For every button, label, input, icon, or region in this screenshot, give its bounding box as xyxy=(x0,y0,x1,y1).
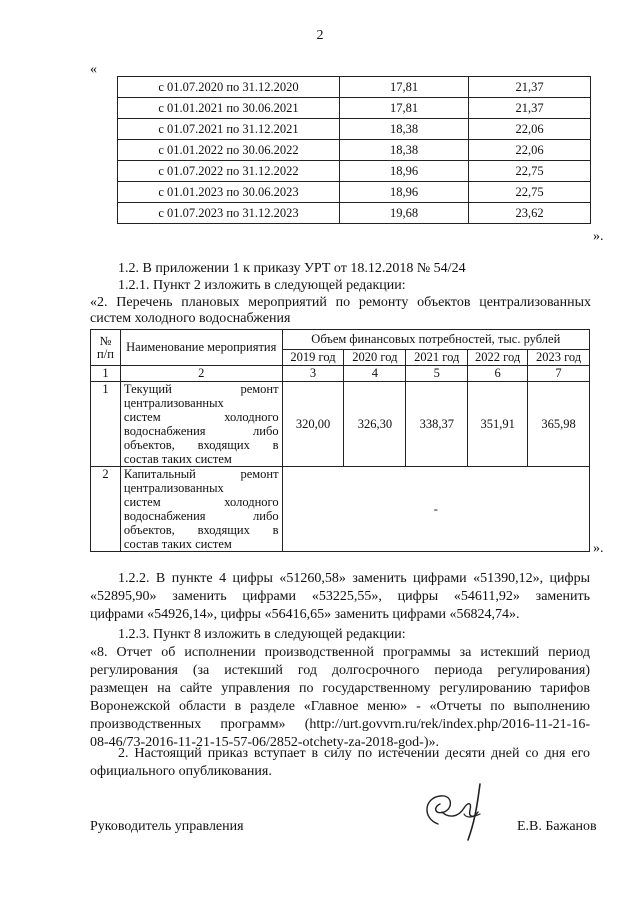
column-index: 6 xyxy=(468,366,528,382)
p-1-2-2-line3: цифрами «54926,14», цифры «56416,65» заменить цифрами «56824,74». xyxy=(90,607,520,622)
rate-value2-cell: 21,37 xyxy=(469,77,591,98)
rates-row xyxy=(118,203,591,224)
rate-value1-cell: 17,81 xyxy=(340,98,469,119)
year-header: 2021 год xyxy=(406,350,468,366)
p2-line2: официального опубликования. xyxy=(90,764,272,779)
measure-name-line: Капитальный ремонт xyxy=(123,467,279,481)
rate-value2-cell: 22,75 xyxy=(469,182,591,203)
column-index: 1 xyxy=(91,366,121,382)
year-header: 2020 год xyxy=(344,350,406,366)
header-volume: Объем финансовых потребностей, тыс. рублей xyxy=(282,330,589,350)
rate-value1-cell: 17,81 xyxy=(340,77,469,98)
measure-name-line: систем холодного xyxy=(123,410,279,424)
year-header: 2022 год xyxy=(468,350,528,366)
measure-name-line: объектов, входящих в xyxy=(123,523,279,537)
measure-name-line: водоснабжения либо xyxy=(123,424,279,438)
year-header: 2019 год xyxy=(282,350,344,366)
rate-period-cell: с 01.07.2023 по 31.12.2023 xyxy=(118,203,340,224)
signer-name: Е.В. Бажанов xyxy=(517,819,597,834)
page-number: 2 xyxy=(316,28,324,43)
rates-row xyxy=(118,140,591,161)
p-1-2-2-line2: «52895,90» заменить цифрами «53225,55», цифры «54611,92» заменить xyxy=(90,589,590,604)
rate-value2-cell: 22,06 xyxy=(469,119,591,140)
column-index: 4 xyxy=(344,366,406,382)
measure-value: 351,91 xyxy=(468,382,528,467)
measure-name-line: водоснабжения либо xyxy=(123,509,279,523)
rate-value2-cell: 22,75 xyxy=(469,161,591,182)
p-1-2-2-line1: 1.2.2. В пункте 4 цифры «51260,58» заменить цифрами «51390,12», цифры xyxy=(118,571,590,586)
rates-row xyxy=(118,119,591,140)
section-1-2: 1.2. В приложении 1 к приказу УРТ от 18.12.2018 № 54/24 xyxy=(118,261,466,276)
measure-value: 320,00 xyxy=(282,382,344,467)
rate-value1-cell: 18,38 xyxy=(340,140,469,161)
measure-num: 2 xyxy=(91,467,121,552)
measure-name-line: состав таких систем xyxy=(123,537,232,551)
measure-merged-value: - xyxy=(282,467,589,552)
handwritten-signature xyxy=(418,778,498,844)
rate-value2-cell: 23,62 xyxy=(469,203,591,224)
p-1-2-3: 1.2.3. Пункт 8 изложить в следующей редакции: xyxy=(118,627,406,642)
closing-quote-1: ». xyxy=(593,229,604,244)
paragraph-8-line: «8. Отчет об исполнении производственной программы за истекший период xyxy=(90,645,590,660)
rate-value1-cell: 18,96 xyxy=(340,182,469,203)
section-1-2-1: 1.2.1. Пункт 2 изложить в следующей редакции: xyxy=(118,278,406,293)
section-2-title-line1: «2. Перечень плановых мероприятий по ремонту объектов централизованных xyxy=(90,295,591,310)
rates-table xyxy=(117,76,591,224)
paragraph-8-line: регулирования (за истекший год долгосрочного периода регулирования) xyxy=(90,663,590,678)
rates-row xyxy=(118,98,591,119)
column-index: 2 xyxy=(120,366,282,382)
rates-row xyxy=(118,77,591,98)
paragraph-8-line: производственных программ» (http://urt.govvrn.ru/rek/index.php/2016-11-21-16- xyxy=(90,717,590,732)
rate-period-cell: с 01.01.2021 по 30.06.2021 xyxy=(118,98,340,119)
closing-quote-2: ». xyxy=(593,541,604,556)
signer-title: Руководитель управления xyxy=(90,819,244,834)
measure-name-line: состав таких систем xyxy=(123,452,232,466)
rate-period-cell: с 01.01.2023 по 30.06.2023 xyxy=(118,182,340,203)
header-num: № п/п xyxy=(91,330,121,366)
measure-name xyxy=(120,467,282,552)
rates-row xyxy=(118,182,591,203)
rate-period-cell: с 01.07.2021 по 31.12.2021 xyxy=(118,119,340,140)
column-index: 5 xyxy=(406,366,468,382)
opening-quote: « xyxy=(90,62,97,77)
measure-value: 365,98 xyxy=(528,382,590,467)
measure-value: 326,30 xyxy=(344,382,406,467)
measure-name xyxy=(120,382,282,467)
paragraph-8-line: размещен на сайте управления по государственному регулированию тарифов xyxy=(90,681,590,696)
rate-value1-cell: 19,68 xyxy=(340,203,469,224)
measure-name-line: централизованных xyxy=(123,396,224,410)
measure-name-line: Текущий ремонт xyxy=(123,382,279,396)
paragraph-8-line: Воронежской области в разделе «Главное меню» - «Отчеты по выполнению xyxy=(90,699,590,714)
measure-name-line: централизованных xyxy=(123,481,224,495)
rate-value1-cell: 18,96 xyxy=(340,161,469,182)
year-header: 2023 год xyxy=(528,350,590,366)
rate-period-cell: с 01.01.2022 по 30.06.2022 xyxy=(118,140,340,161)
column-index: 3 xyxy=(282,366,344,382)
measure-name-line: объектов, входящих в xyxy=(123,438,279,452)
paragraph-8-line: 08-46/73-2016-11-21-15-57-06/2852-otchety-za-2018-god-)». xyxy=(90,735,440,750)
p2-line1: 2. Настоящий приказ вступает в силу по истечении десяти дней со дня его xyxy=(118,746,590,761)
rate-period-cell: с 01.07.2022 по 31.12.2022 xyxy=(118,161,340,182)
rate-period-cell: с 01.07.2020 по 31.12.2020 xyxy=(118,77,340,98)
section-2-title-line2: систем холодного водоснабжения xyxy=(90,311,291,326)
measure-name-line: систем холодного xyxy=(123,495,279,509)
column-index: 7 xyxy=(528,366,590,382)
header-name: Наименование мероприятия xyxy=(120,330,282,366)
rate-value2-cell: 22,06 xyxy=(469,140,591,161)
rate-value1-cell: 18,38 xyxy=(340,119,469,140)
rate-value2-cell: 21,37 xyxy=(469,98,591,119)
measures-table xyxy=(90,329,590,552)
measure-value: 338,37 xyxy=(406,382,468,467)
measure-num: 1 xyxy=(91,382,121,467)
rates-row xyxy=(118,161,591,182)
